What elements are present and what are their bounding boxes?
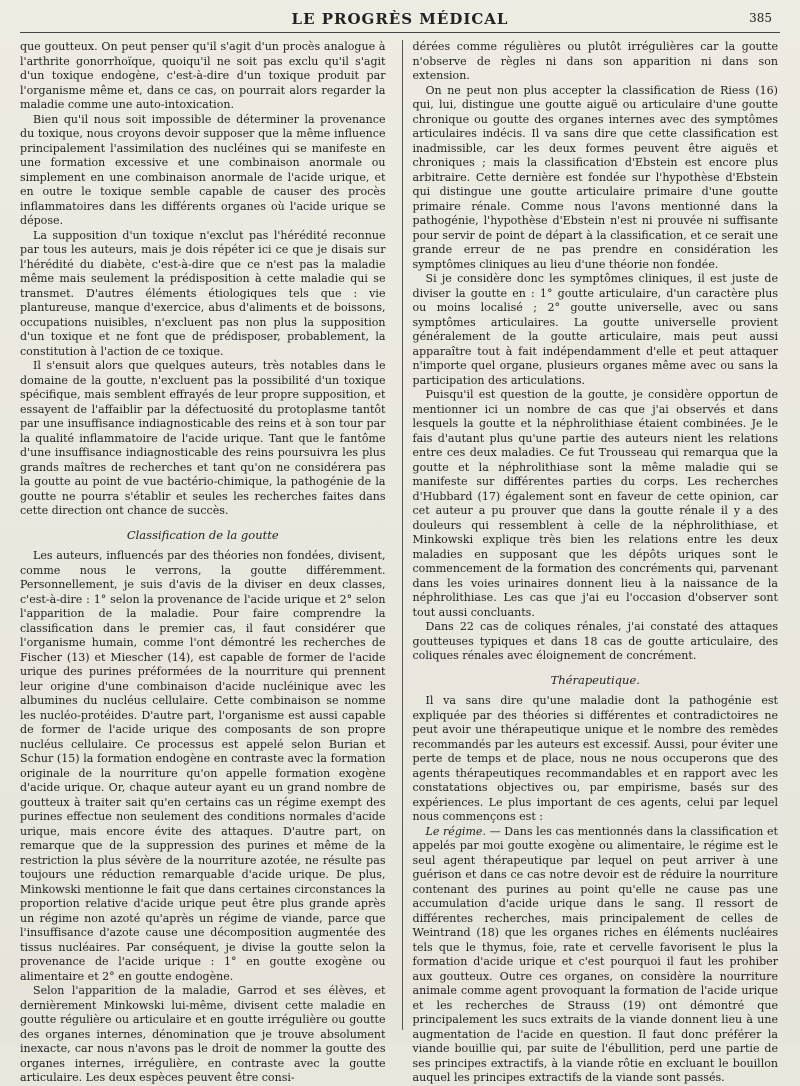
paragraph: Il s'ensuit alors que quelques auteurs, très notables dans le domaine de la goutte, n'excluent pas la possibilité d'un toxique spécifique, mais semblent effrayés de leur propre supposition, et essayent de l'affaiblir par la défectuosité du protoplasme tantôt par une insuffisance indiagnosticable des reins et à son tour par la qualité inflammatoire de l'acide urique. Tant que le fantôme d'une insuffisance indiagnosticable des reins poursuivra les plus grands maîtres de recherches et tant qu'on ne considérera pas la goutte au point de vue bactério-chimique, la pathogénie de la goutte ne pourra s'établir et seules les recherches faites dans cette direction ont chance de succès. <box>20 359 386 517</box>
paragraph: Puisqu'il est question de la goutte, je considère opportun de mentionner ici un nombre de cas que j'ai observés et dans lesquels la goutte et la néphrolithiase étaient combinées. Je le fais d'autant plus qu'une partie des auteurs nient les relations entre ces deux maladies. Ce fut Trousseau qui remarqua que la goutte et la néphrolithiase sont la même maladie qui se manifeste sur différentes parties du corps. Les recherches d'Hubbard (17) également sont en faveur de cette opinion, car cet auteur a pu prouver que dans la goutte rénale il y a des douleurs qui ressemblent à celle de la néphrolithiase, et Minkowski explique très bien les relations entre les deux maladies en supposant que les dépôts uriques sont le commencement de la formation des concréments qui, parvenant dans les voies urinaires donnent lieu à la naissance de la néphrolithiase. Les cas que j'ai eu l'occasion d'observer sont tout aussi concluants. <box>412 388 778 619</box>
paragraph: dérées comme régulières ou plutôt irrégulières car la goutte n'observe de règles ni dans son apparition ni dans son extension. <box>412 40 778 82</box>
right-column <box>402 40 779 1084</box>
section-heading: Thérapeutique. <box>550 672 640 687</box>
left-column <box>20 40 390 1084</box>
paragraph: Il va sans dire qu'une maladie dont la pathogénie est expliquée par des théories si différentes et contradictoires ne peut avoir une thérapeutique unique et le nombre des remèdes recommandés par les auteurs est excessif. Aussi, pour éviter une perte de temps et de place, nous ne nous occuperons que des agents thérapeutiques recommandables et en rapport avec les constatations objectives ou, par empirisme, basés sur des expériences. Le plus important de ces agents, celui par lequel nous commençons est : <box>412 694 778 823</box>
journal-title: LE PROGRÈS MÉDICAL <box>291 10 509 28</box>
paragraph <box>413 825 779 1086</box>
paragraph: Selon l'apparition de la maladie, Garrod et ses élèves, et dernièrement Minkowski lui-même, divisent cette maladie en goutte régulière ou articulaire et en goutte irrégulière ou goutte des organes internes, dénomination que je trouve absolument inexacte, car nous n'avons pas le droit de nommer la goutte des organes internes, irrégulière, en contraste avec la goutte articulaire. Les deux espèces peuvent être consi- <box>20 984 386 1084</box>
runin-text: — Dans les cas mentionnés dans la classification et appelés par moi goutte exogène ou alimentaire, le régime est le seul agent thérapeutique par lequel on peut arriver à une guérison et dans ce cas notre devoir est de réduire la nourriture contenant des purines au point qu'elle ne cause pas une accumulation d'acide urique dans le sang. Il ressort de différentes recherches, mais principalement de celles de Weintrand (18) que les organes riches en éléments nucléaires tels que le thymus, foie, rate et cervelle favorisent le plus la formation d'acide urique et c'est pourquoi il faut les prohiber aux goutteux. Outre ces organes, on considère la nourriture animale comme agent provoquant la formation de l'acide urique et les recherches de Strauss (19) ont démontré que principalement les sucs extraits de la viande donnent lieu à une augmentation de l'acide en question. Il faut donc préférer la viande bouillie qui, par suite de l'ébullition, perd une partie de ses principes extractifs, à la viande rôtie en excluant le bouillon auquel les principes extractifs de la viande sont passés. <box>412 824 778 1084</box>
paragraph: Dans 22 cas de coliques rénales, j'ai constaté des attaques goutteuses typiques et dans 18 cas de goutte articulaire, des coliques rénales avec éloignement de concrément. <box>412 620 778 662</box>
paragraph: que goutteux. On peut penser qu'il s'agit d'un procès analogue à l'arthrite gonorrhoïque, quoiqu'il ne soit pas exclu qu'il s'agit d'un toxique endogène, c'est-à-dire d'un toxique produit par l'organisme même et, dans ce cas, on pourrait alors regarder la maladie comme une auto-intoxication. <box>20 40 386 111</box>
section-heading: Classification de la goutte <box>126 527 279 542</box>
runin-label: Le régime. <box>425 824 486 838</box>
paragraph: La supposition d'un toxique n'exclut pas l'hérédité reconnue par tous les auteurs, mais je dois répéter ici ce que je disais sur l'hérédité du diabète, c'est-à-dire que ce n'est pas la maladie même mais seulement la prédisposition à cette maladie qui se transmet. D'autres éléments étiologiques tels que : vie plantureuse, manque d'exercice, abus d'aliments et de boissons, occupations nuisibles, n'excluent pas non plus la supposition d'un toxique et ne font que de prédisposer, probablement, la constitution à l'action de ce toxique. <box>20 228 386 358</box>
paragraph: Si je considère donc les symptômes cliniques, il est juste de diviser la goutte en : 1° goutte articulaire, d'un caractère plus ou moins localisé ; 2° goutte universelle, avec ou sans symptômes articulaires. La goutte universelle provient généralement de la goutte articulaire, mais peut aussi apparaître tout à fait indépendamment d'elle et peut attaquer n'importe quel organe, plusieurs organes même avec ou sans la participation des articulations. <box>412 272 778 387</box>
page-number: 385 <box>749 11 772 25</box>
paragraph: Les auteurs, influencés par des théories non fondées, divisent, comme nous le verrons, la goutte différemment. Personnellement, je suis d'avis de la diviser en deux classes, c'est-à-dire : 1° selon la provenance de l'acide urique et 2° selon l'apparition de la maladie. Pour faire comprendre la classification dans le premier cas, il faut considérer que l'organisme humain, comme l'ont démontré les recherches de Fischer (13) et Miescher (14), est capable de former de l'acide urique des purines préformées de la nourriture qui prennent leur origine d'une combinaison d'acide nucléinique avec les albumines du nucléus cellulaire. Cette combinaison se nomme les nucléo-protéides. D'autre part, l'organisme est aussi capable de former de l'acide urique des composants de son propre nucléus cellulaire. Ce processus est appelé selon Burian et Schur (15) la formation endogène en contraste avec la formation originale de la nourriture qu'on appelle formation exogène d'acide urique. Or, chaque auteur ayant eu un grand nombre de goutteux à traiter sait qu'en certains cas un régime exempt des purines effectue non seulement des conditions normales d'acide urique, mais encore évite des attaques. D'autre part, on remarque que de la suppression des purines et même de la restriction la plus sévère de la nourriture azotée, ne résulte pas toujours une réduction remarquable d'acide urique. De plus, Minkowski mentionne le fait que dans certaines circonstances la proportion relative d'acide urique peut être plus grande après un régime non azoté qu'après un régime de viande, parce que l'insuffisance d'azote cause une décomposition augmentée des tissus nucléaires. Par conséquent, je divise la goutte selon la provenance de l'acide urique : 1° en goutte exogène ou alimentaire et 2° en goutte endogène. <box>20 549 386 983</box>
page-header <box>20 4 780 33</box>
paragraph: Bien qu'il nous soit impossible de déterminer la provenance du toxique, nous croyons devoir supposer que la même influence principalement l'assimilation des nucléines qui se manifeste en une formation excessive et une combinaison anormale ou simplement en une combinaison anormale de l'acide urique, et en outre le toxique semble capable de causer des procès inflammatoires dans les différents organes où l'acide urique se dépose. <box>20 112 386 227</box>
text-columns <box>20 40 778 1084</box>
paragraph: On ne peut non plus accepter la classification de Riess (16) qui, lui, distingue une goutte aiguë ou articulaire d'une goutte chronique ou goutte des organes internes avec des symptômes articulaires indécis. Il va sans dire que cette classification est inadmissible, car les deux formes peuvent être aiguës et chroniques ; mais la classification d'Ebstein est encore plus arbitraire. Cette dernière est fondée sur l'hypothèse d'Ebstein qui distingue une goutte articulaire primaire d'une goutte primaire rénale. Comme nous l'avons mentionné dans la pathogénie, l'hypothèse d'Ebstein n'est ni prouvée ni suffisante pour servir de point de départ à la classification, et ce serait une grande erreur de ne pas prendre en considération les symptômes cliniques au lieu d'une théorie non fondée. <box>412 83 778 271</box>
